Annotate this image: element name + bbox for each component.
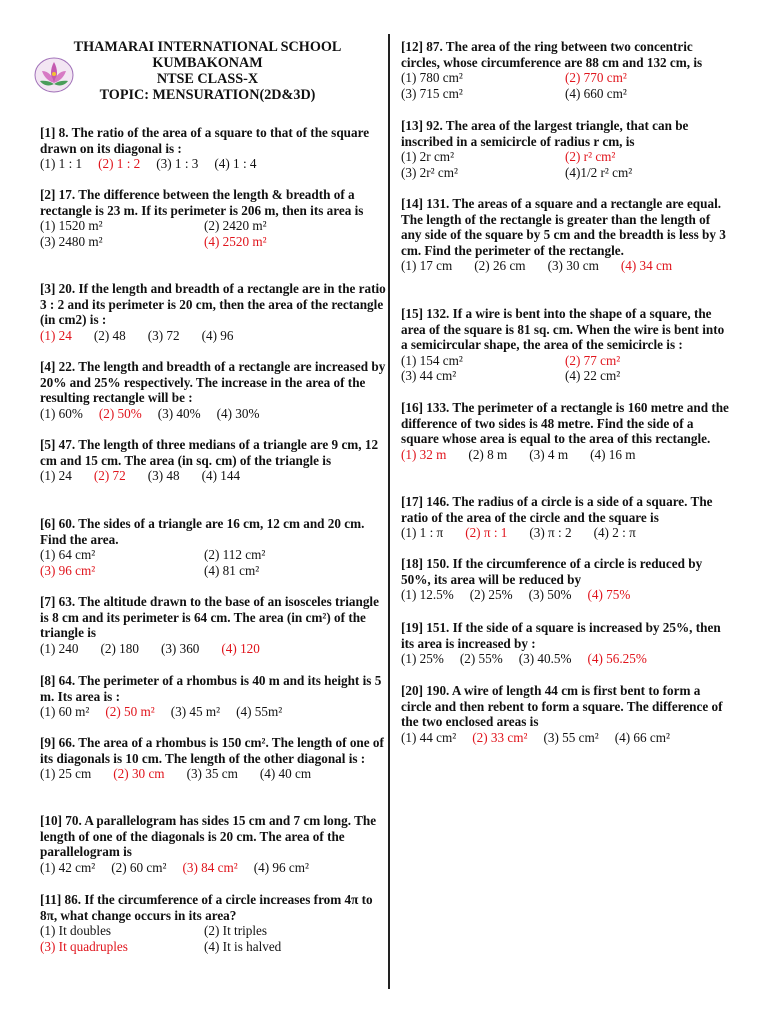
option: (2) 180 <box>100 640 139 656</box>
correct-option: (4) 34 cm <box>620 258 673 274</box>
correct-option: (2) 770 cm² <box>565 70 627 86</box>
option: (3) 45 m² <box>170 704 221 720</box>
option: (4) 55m² <box>236 704 283 720</box>
option-list <box>40 923 390 954</box>
option: (4) 66 cm² <box>614 729 670 745</box>
option: (4) 30% <box>216 405 260 421</box>
question-block <box>40 516 390 578</box>
question-text: [17] 146. The radius of a circle is a side of a square. The ratio of the area of the circle and the square is <box>401 494 713 525</box>
option: (1) 42 cm² <box>40 859 96 875</box>
option: (1) 17 cm <box>401 258 453 274</box>
correct-option: (2) 1 : 2 <box>98 156 141 172</box>
question-block <box>40 673 390 720</box>
option: (3) 40% <box>157 405 201 421</box>
document-header <box>40 39 375 103</box>
option: (4) 96 cm² <box>253 859 309 875</box>
question-block <box>401 400 733 462</box>
question-text: [10] 70. A parallelogram has sides 15 cm and 7 cm long. The length of one of the diagonals is 20 cm. The area of the parallelogram is <box>40 813 377 860</box>
school-location: KUMBAKONAM <box>152 55 263 71</box>
question-text: [2] 17. The difference between the length & breadth of a rectangle is 23 m. If its perimeter is 206 m, then its area is <box>40 187 364 218</box>
correct-option: (3) 96 cm² <box>40 562 96 578</box>
option: (2) 8 m <box>468 446 508 462</box>
question-text: [12] 87. The area of the ring between two concentric circles, whose circumference are 88 cm and 132 cm, is <box>401 39 703 70</box>
option: (1) 64 cm² <box>40 547 96 563</box>
question-text: [6] 60. The sides of a triangle are 16 cm, 12 cm and 20 cm. Find the area. <box>40 516 365 547</box>
option: (3) 55 cm² <box>543 729 599 745</box>
correct-option: (2) 77 cm² <box>565 352 621 368</box>
option: (3) 30 cm <box>547 258 599 274</box>
correct-option: (1) 32 m <box>401 446 447 462</box>
option: (4) 96 <box>201 327 234 343</box>
correct-option: (3) It quadruples <box>40 938 128 954</box>
option: (4)1/2 r² cm² <box>565 164 633 180</box>
option: (3) 2480 m² <box>40 233 103 249</box>
question-block <box>401 620 733 667</box>
correct-option: (4) 2520 m² <box>204 233 267 249</box>
option: (1) 1520 m² <box>40 218 103 234</box>
question-block <box>401 556 733 603</box>
option-list <box>401 149 733 180</box>
option: (1) 2r cm² <box>401 149 455 165</box>
question-text: [11] 86. If the circumference of a circle increases from 4π to 8π, what change occurs in its area? <box>40 892 373 923</box>
option: (1) 240 <box>40 640 79 656</box>
option-list <box>40 641 390 657</box>
option: (1) 1 : 1 <box>40 156 83 172</box>
option: (3) 715 cm² <box>401 85 463 101</box>
option-list <box>401 651 733 667</box>
option-list <box>401 353 733 384</box>
question-text: [8] 64. The perimeter of a rhombus is 40 m and its height is 5 m. Its area is : <box>40 673 382 704</box>
option: (2) 26 cm <box>474 258 526 274</box>
option: (4) It is halved <box>204 938 282 954</box>
option: (1) 25 cm <box>40 766 92 782</box>
topic-title: TOPIC: MENSURATION(2D&3D) <box>99 87 316 103</box>
correct-option: (2) 50 m² <box>105 704 155 720</box>
correct-option: (1) 24 <box>40 327 72 343</box>
option: (1) 154 cm² <box>401 352 463 368</box>
option: (2) 112 cm² <box>204 547 266 563</box>
option: (1) 12.5% <box>401 587 454 603</box>
option: (2) It triples <box>204 923 267 939</box>
question-text: [18] 150. If the circumference of a circle is reduced by 50%, its area will be reduced by <box>401 556 703 587</box>
option: (4) 144 <box>201 468 241 484</box>
option: (3) 72 <box>147 327 180 343</box>
option: (4) 40 cm <box>259 766 312 782</box>
question-block <box>40 892 390 954</box>
option-list <box>401 447 733 463</box>
school-name: THAMARAI INTERNATIONAL SCHOOL <box>73 39 342 55</box>
option-list <box>401 70 733 101</box>
option: (1) 25% <box>401 651 444 667</box>
option: (1) 24 <box>40 468 72 484</box>
correct-option: (2) r² cm² <box>565 149 616 165</box>
question-block <box>401 494 733 541</box>
option: (1) 780 cm² <box>401 70 463 86</box>
option-list <box>401 587 733 603</box>
question-block <box>40 437 390 484</box>
question-block <box>401 118 733 180</box>
option: (2) 55% <box>459 651 503 667</box>
correct-option: (2) 33 cm² <box>472 729 528 745</box>
option: (3) 48 <box>147 468 180 484</box>
question-text: [1] 8. The ratio of the area of a square to that of the square drawn on its diagonal is : <box>40 125 370 156</box>
question-text: [7] 63. The altitude drawn to the base of an isosceles triangle is 8 cm and its perimeter is 64 cm. The area (in cm²) of the triangle is <box>40 594 379 641</box>
question-text: [4] 22. The length and breadth of a rectangle are increased by 20% and 25% respectively. The increase in the area of the resulting rectangle will be : <box>40 359 386 406</box>
option-list <box>40 860 390 876</box>
option: (1) 60% <box>40 405 83 421</box>
option: (1) 44 cm² <box>401 729 457 745</box>
option: (3) 50% <box>528 587 572 603</box>
option-list <box>401 525 733 541</box>
option: (4) 81 cm² <box>204 562 260 578</box>
option-list <box>40 406 390 422</box>
question-text: [14] 131. The areas of a square and a rectangle are equal. The length of the rectangle is greater than the length of any side of the square by 5 cm and the breadth is less by 3 cm. Find the perimeter of the rectangle. <box>401 196 726 258</box>
correct-option: (3) 84 cm² <box>182 859 238 875</box>
question-block <box>40 187 390 249</box>
question-block <box>401 39 733 101</box>
option-list <box>40 468 390 484</box>
option-list <box>40 218 390 249</box>
question-block <box>40 813 390 875</box>
option: (4) 2 : π <box>593 525 636 541</box>
question-text: [3] 20. If the length and breadth of a rectangle are in the ratio 3 : 2 and its perimeter is 20 cm, then the area of the rectangle (in cm2) is : <box>40 281 386 328</box>
correct-option: (4) 56.25% <box>587 651 647 667</box>
question-text: [13] 92. The area of the largest triangle, that can be inscribed in a semicircle of radius r cm, is <box>401 118 689 149</box>
option: (3) 1 : 3 <box>156 156 199 172</box>
option: (2) 60 cm² <box>111 859 167 875</box>
question-block <box>40 359 390 421</box>
option-list <box>40 547 390 578</box>
correct-option: (2) π : 1 <box>465 525 508 541</box>
question-text: [5] 47. The length of three medians of a triangle are 9 cm, 12 cm and 15 cm. The area (in sq. cm) of the triangle is <box>40 437 379 468</box>
option: (3) 4 m <box>529 446 569 462</box>
option-list <box>40 766 390 782</box>
class-title: NTSE CLASS-X <box>156 71 259 87</box>
correct-option: (4) 75% <box>587 587 631 603</box>
option: (3) π : 2 <box>529 525 572 541</box>
option: (2) 48 <box>93 327 126 343</box>
option: (3) 360 <box>160 640 200 656</box>
option-list <box>40 704 390 720</box>
question-block <box>401 196 733 274</box>
question-text: [9] 66. The area of a rhombus is 150 cm². The length of one of its diagonals is 10 cm. The length of the other diagonal is : <box>40 735 384 766</box>
question-text: [19] 151. If the side of a square is increased by 25%, then its area is increased by : <box>401 620 721 651</box>
question-block <box>401 683 733 745</box>
option: (3) 2r² cm² <box>401 164 458 180</box>
option: (4) 660 cm² <box>565 85 627 101</box>
option: (1) 1 : π <box>401 525 444 541</box>
option-list <box>401 258 733 274</box>
option: (2) 2420 m² <box>204 218 267 234</box>
question-text: [15] 132. If a wire is bent into the shape of a square, the area of the square is 81 sq. cm. When the wire is bent into a semicircular shape, the area of the semicircle is : <box>401 306 725 353</box>
option: (4) 16 m <box>590 446 636 462</box>
option: (4) 22 cm² <box>565 368 621 384</box>
question-block <box>401 306 733 384</box>
correct-option: (2) 50% <box>98 405 142 421</box>
option: (4) 1 : 4 <box>214 156 257 172</box>
correct-option: (2) 72 <box>93 468 126 484</box>
option: (3) 40.5% <box>518 651 572 667</box>
option: (1) 60 m² <box>40 704 90 720</box>
correct-option: (2) 30 cm <box>113 766 165 782</box>
question-text: [16] 133. The perimeter of a rectangle is 160 metre and the difference of two sides is 48 metre. Find the side of a square whose area is equal to the area of this rectangle. <box>401 400 729 447</box>
option: (3) 44 cm² <box>401 368 457 384</box>
question-block <box>40 735 390 782</box>
option: (1) It doubles <box>40 923 112 939</box>
option-list <box>40 328 390 344</box>
question-block <box>40 125 390 172</box>
question-text: [20] 190. A wire of length 44 cm is first bent to form a circle and then rebent to form a square. The difference of the two enclosed areas is <box>401 683 723 730</box>
option-list <box>40 156 390 172</box>
option-list <box>401 730 733 746</box>
correct-option: (4) 120 <box>221 640 260 656</box>
question-block <box>40 594 390 656</box>
option: (2) 25% <box>469 587 513 603</box>
question-block <box>40 281 390 343</box>
option: (3) 35 cm <box>186 766 238 782</box>
